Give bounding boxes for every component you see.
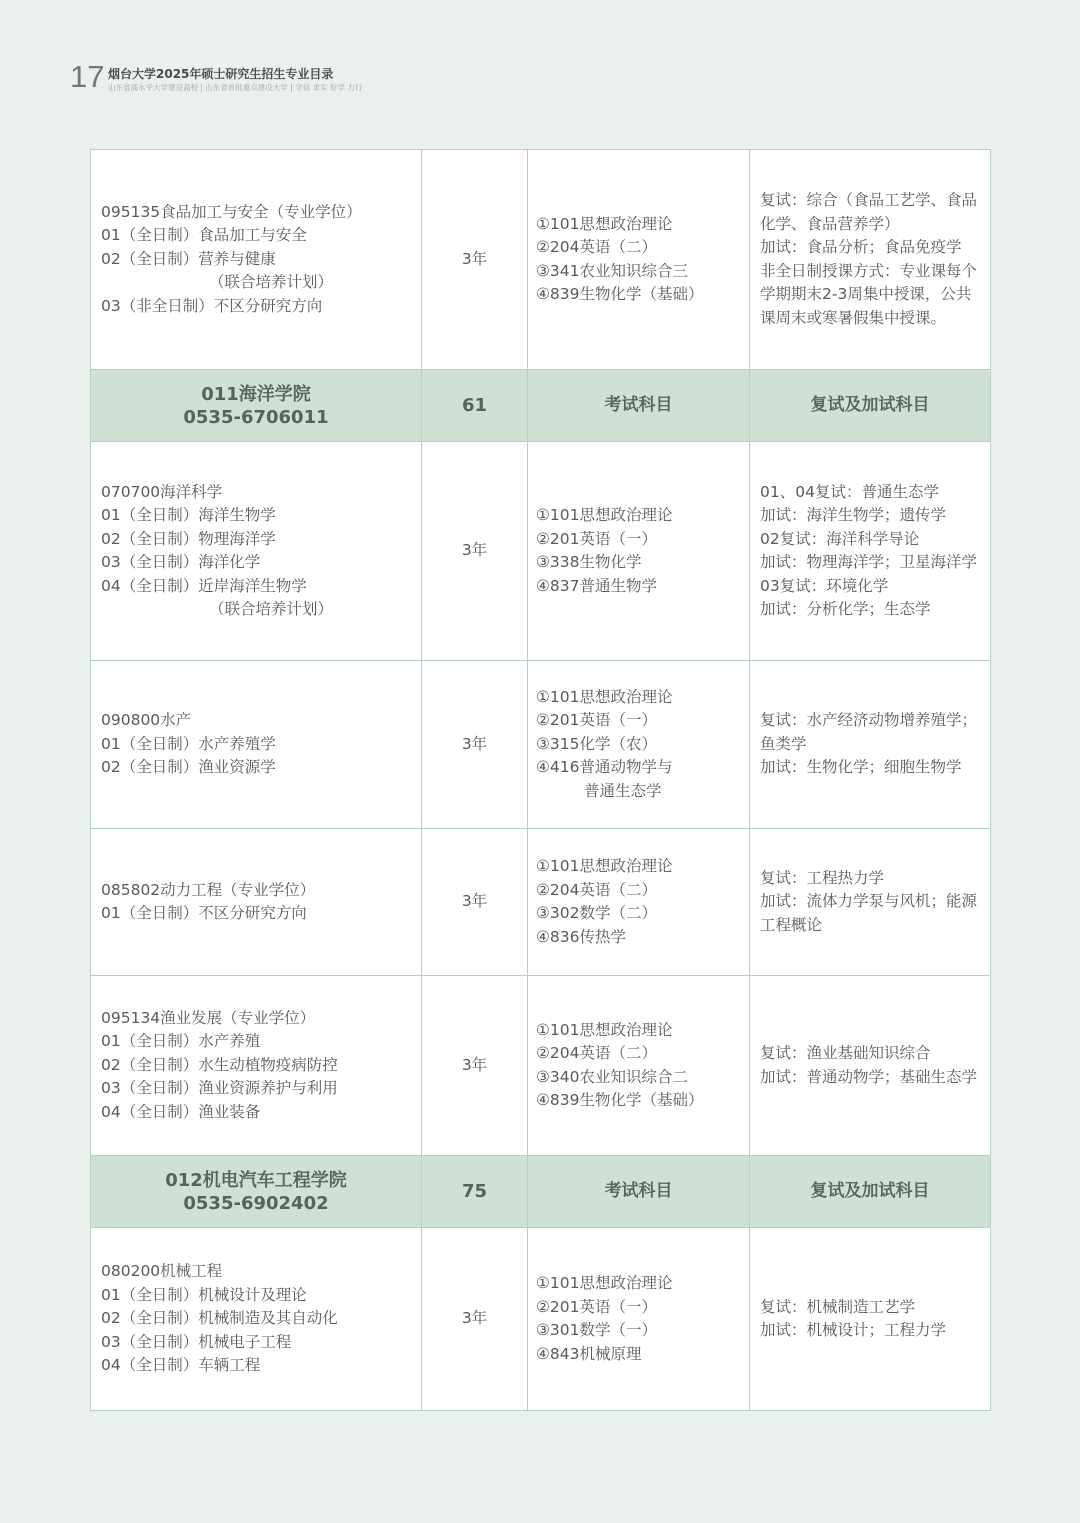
exam-subject: ④843机械原理 bbox=[536, 1344, 642, 1363]
exam-subject: ④416普通动物学与 bbox=[536, 758, 673, 777]
table-row bbox=[91, 150, 991, 370]
exam-subject: ③340农业知识综合二 bbox=[536, 1067, 688, 1086]
exam-subject: ③315化学（农） bbox=[536, 734, 657, 753]
exam-subject: ②201英语（一） bbox=[536, 529, 657, 548]
major-cell bbox=[91, 1228, 422, 1411]
exam-subject: ②204英语（二） bbox=[536, 238, 657, 256]
exam-subject: ④837普通生物学 bbox=[536, 576, 657, 595]
exam-subjects-cell bbox=[528, 661, 750, 829]
study-years: 3年 bbox=[422, 1228, 528, 1411]
exam-subject: ④836传热学 bbox=[536, 927, 626, 946]
retest-line: 复试：机械制造工艺学 bbox=[760, 1297, 916, 1316]
major-catalog-table bbox=[90, 149, 991, 1411]
major-name: 085802动力工程（专业学位） bbox=[101, 880, 316, 899]
department-cell bbox=[91, 1156, 422, 1228]
retest-line: 加试：机械设计；工程力学 bbox=[760, 1321, 947, 1339]
retest-line: 复试：渔业基础知识综合 bbox=[760, 1044, 931, 1062]
exam-subject: ①101思想政治理论 bbox=[536, 857, 673, 875]
exam-subject: ①101思想政治理论 bbox=[536, 214, 673, 233]
page-number: 17 bbox=[70, 59, 105, 94]
major-cell bbox=[91, 829, 422, 976]
document-tagline: 山东省高水平大学建设高校 | 山东省首批重点建设大学 | 守信 求实 好学 力行 bbox=[108, 83, 363, 92]
exam-subjects-heading: 考试科目 bbox=[528, 370, 750, 442]
direction-item: 01（全日制）不区分研究方向 bbox=[101, 904, 307, 922]
exam-subjects-cell bbox=[528, 976, 750, 1156]
direction-item: 02（全日制）物理海洋学 bbox=[101, 529, 276, 548]
exam-subject: ③338生物化学 bbox=[536, 553, 642, 571]
exam-subject: ①101思想政治理论 bbox=[536, 506, 673, 524]
exam-subjects-cell bbox=[528, 1228, 750, 1411]
direction-item: 04（全日制）近岸海洋生物学 bbox=[101, 576, 307, 595]
retest-line: 加试：流体力学泵与风机；能源工程概论 bbox=[760, 892, 978, 934]
retest-line: 复试：水产经济动物增养殖学；鱼类学 bbox=[760, 711, 978, 753]
direction-item: 03（全日制）渔业资源养护与利用 bbox=[101, 1079, 338, 1098]
major-name: 095135食品加工与安全（专业学位） bbox=[101, 202, 362, 221]
retest-heading: 复试及加试科目 bbox=[750, 1156, 991, 1228]
document-title: 烟台大学2025年硕士研究生招生专业目录 bbox=[108, 67, 334, 81]
major-name: 080200机械工程 bbox=[101, 1262, 223, 1281]
department-name: 011海洋学院 bbox=[201, 383, 311, 405]
retest-cell bbox=[750, 150, 991, 370]
retest-line: 加试：食品分析；食品免疫学 bbox=[760, 238, 962, 256]
retest-line: 加试：普通动物学；基础生态学 bbox=[760, 1067, 978, 1086]
direction-item: 04（全日制）车辆工程 bbox=[101, 1356, 261, 1375]
exam-subject: ④839生物化学（基础） bbox=[536, 285, 704, 303]
exam-subject-continued: 普通生态学 bbox=[584, 781, 662, 800]
exam-subject: ①101思想政治理论 bbox=[536, 1274, 673, 1292]
retest-line: 加试：分析化学；生态学 bbox=[760, 600, 931, 618]
department-phone: 0535-6902402 bbox=[183, 1192, 329, 1214]
enrollment-count: 61 bbox=[422, 370, 528, 442]
exam-subject: ③302数学（二） bbox=[536, 904, 657, 922]
retest-line: 加试：海洋生物学；遗传学 bbox=[760, 506, 947, 524]
major-cell bbox=[91, 442, 422, 661]
exam-subject: ②204英语（二） bbox=[536, 1044, 657, 1062]
retest-line: 非全日制授课方式：专业课每个学期期末2-3周集中授课，公共课周末或寒暑假集中授课。 bbox=[760, 261, 978, 327]
retest-line: 02复试：海洋科学导论 bbox=[760, 529, 920, 548]
direction-item: 03（全日制）机械电子工程 bbox=[101, 1332, 292, 1351]
study-years: 3年 bbox=[422, 829, 528, 976]
retest-cell bbox=[750, 829, 991, 976]
study-years: 3年 bbox=[422, 976, 528, 1156]
direction-item: 02（全日制）渔业资源学 bbox=[101, 758, 276, 777]
table-row bbox=[91, 661, 991, 829]
study-years: 3年 bbox=[422, 661, 528, 829]
exam-subjects-cell bbox=[528, 442, 750, 661]
direction-item: 03（全日制）海洋化学 bbox=[101, 553, 261, 571]
direction-item: 02（全日制）营养与健康 bbox=[101, 249, 276, 268]
retest-line: 03复试：环境化学 bbox=[760, 576, 889, 595]
direction-item: 03（非全日制）不区分研究方向 bbox=[101, 296, 323, 315]
direction-item: 01（全日制）水产养殖 bbox=[101, 1032, 261, 1051]
retest-line: 复试：综合（食品工艺学、食品化学、食品营养学） bbox=[760, 191, 978, 233]
department-name: 012机电汽车工程学院 bbox=[165, 1169, 347, 1191]
direction-item: 02（全日制）水生动植物疫病防控 bbox=[101, 1055, 338, 1074]
major-cell bbox=[91, 661, 422, 829]
retest-heading: 复试及加试科目 bbox=[750, 370, 991, 442]
study-years: 3年 bbox=[422, 150, 528, 370]
retest-cell bbox=[750, 976, 991, 1156]
department-header-row bbox=[91, 370, 991, 442]
exam-subjects-cell bbox=[528, 829, 750, 976]
direction-note: （联合培养计划） bbox=[209, 600, 334, 618]
major-name: 090800水产 bbox=[101, 711, 192, 730]
retest-cell bbox=[750, 1228, 991, 1411]
direction-item: 01（全日制）水产养殖学 bbox=[101, 734, 276, 753]
direction-item: 01（全日制）海洋生物学 bbox=[101, 506, 276, 524]
table-row bbox=[91, 976, 991, 1156]
exam-subjects-heading: 考试科目 bbox=[528, 1156, 750, 1228]
direction-item: 01（全日制）食品加工与安全 bbox=[101, 226, 307, 245]
retest-line: 加试：物理海洋学；卫星海洋学 bbox=[760, 553, 978, 571]
exam-subject: ②201英语（一） bbox=[536, 1297, 657, 1316]
retest-line: 01、04复试：普通生态学 bbox=[760, 482, 939, 501]
exam-subject: ②201英语（一） bbox=[536, 711, 657, 730]
table-row bbox=[91, 829, 991, 976]
direction-item: 04（全日制）渔业装备 bbox=[101, 1102, 261, 1121]
department-header-row bbox=[91, 1156, 991, 1228]
direction-item: 02（全日制）机械制造及其自动化 bbox=[101, 1309, 338, 1328]
retest-line: 复试：工程热力学 bbox=[760, 868, 885, 887]
enrollment-count: 75 bbox=[422, 1156, 528, 1228]
table-row bbox=[91, 442, 991, 661]
department-phone: 0535-6706011 bbox=[183, 406, 329, 428]
retest-cell bbox=[750, 442, 991, 661]
exam-subject: ③301数学（一） bbox=[536, 1321, 657, 1339]
table-row bbox=[91, 1228, 991, 1411]
direction-item: 01（全日制）机械设计及理论 bbox=[101, 1285, 307, 1304]
exam-subject: ②204英语（二） bbox=[536, 880, 657, 899]
exam-subject: ①101思想政治理论 bbox=[536, 1020, 673, 1039]
retest-line: 加试：生物化学；细胞生物学 bbox=[760, 758, 962, 777]
major-name: 070700海洋科学 bbox=[101, 482, 223, 501]
study-years: 3年 bbox=[422, 442, 528, 661]
major-name: 095134渔业发展（专业学位） bbox=[101, 1008, 316, 1027]
major-cell bbox=[91, 976, 422, 1156]
direction-note: （联合培养计划） bbox=[209, 273, 334, 292]
exam-subjects-cell bbox=[528, 150, 750, 370]
exam-subject: ③341农业知识综合三 bbox=[536, 261, 688, 280]
retest-cell bbox=[750, 661, 991, 829]
exam-subject: ①101思想政治理论 bbox=[536, 687, 673, 706]
major-cell bbox=[91, 150, 422, 370]
department-cell bbox=[91, 370, 422, 442]
exam-subject: ④839生物化学（基础） bbox=[536, 1091, 704, 1109]
